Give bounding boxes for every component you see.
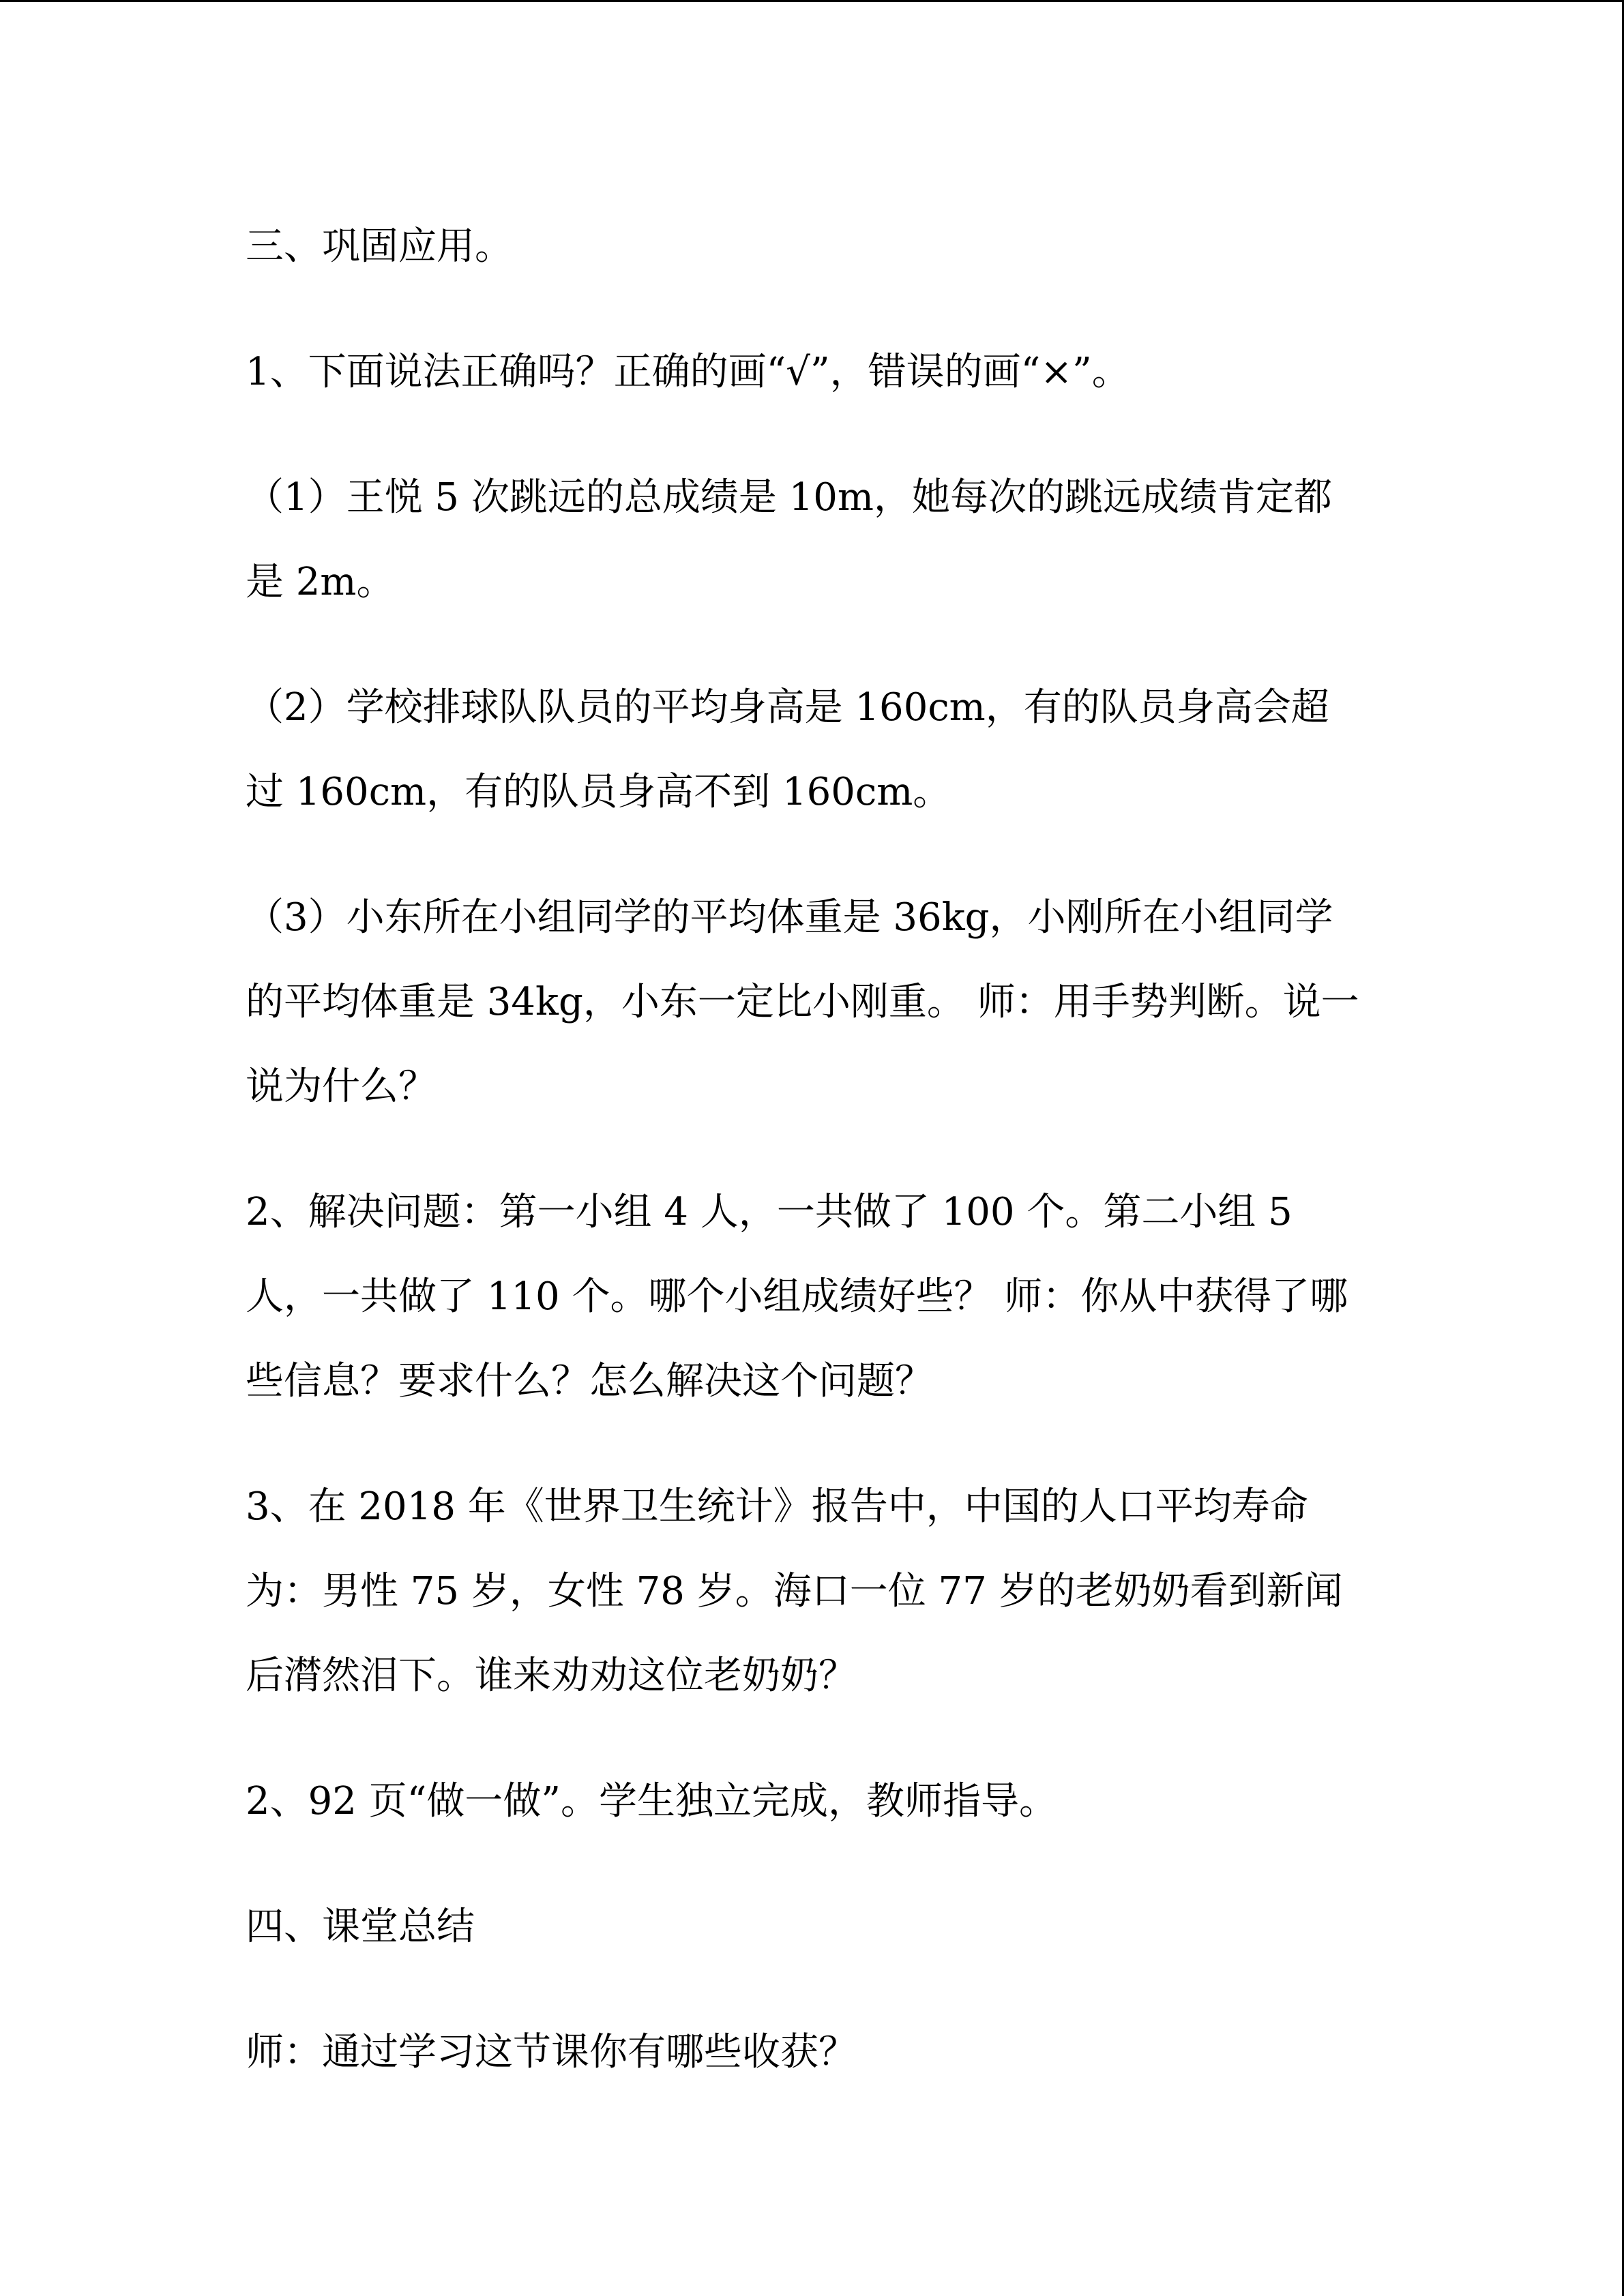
- closing-question: 师：通过学习这节课你有哪些收获？: [246, 2030, 857, 2074]
- top-border-line: [0, 0, 1624, 2]
- question2: 2、解决问题：第一小组 4 人，一共做了 100 个。第二小组 5 人，一共做了 110 个。哪个小组成绩好些？ 师：你从中获得了哪些信息？要求什么？怎么解决这个问题？: [246, 1190, 1348, 1403]
- document-page: [246, 205, 1364, 2136]
- section4-heading: 四、课堂总结: [246, 1905, 475, 1949]
- question1-item2: （2）学校排球队队员的平均身高是 160cm，有的队员身高会超过 160cm，有的队员身高不到 160cm。: [246, 685, 1329, 814]
- question1-item1: （1）王悦 5 次跳远的总成绩是 10m，她每次的跳远成绩肯定都是 2m。: [246, 475, 1333, 604]
- question3: 3、在 2018 年《世界卫生统计》报告中，中国的人口平均寿命为：男性 75 岁，女性 78 岁。海口一位 77 岁的老奶奶看到新闻后潸然泪下。谁来劝劝这位老奶奶？: [246, 1485, 1343, 1698]
- practice-task: 2、92 页“做一做”。学生独立完成，教师指导。: [246, 1779, 1057, 1823]
- question1-intro: 1、下面说法正确吗？正确的画“√”，错误的画“×”。: [246, 350, 1130, 394]
- question1-item3: （3）小东所在小组同学的平均体重是 36kg，小刚所在小组同学的平均体重是 34kg，小东一定比小刚重。 师：用手势判断。说一说为什么？: [246, 895, 1359, 1109]
- section3-heading: 三、巩固应用。: [246, 224, 513, 269]
